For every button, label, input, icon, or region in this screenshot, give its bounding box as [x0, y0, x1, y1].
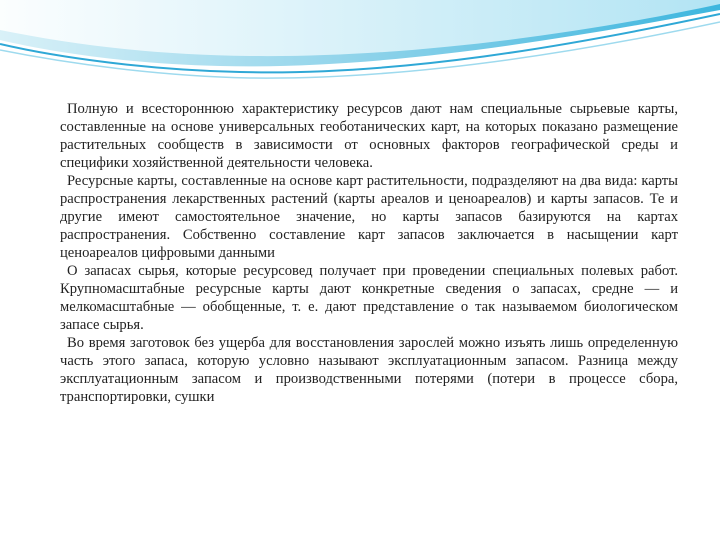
paragraph-4: Во время заготовок без ущерба для восстановления зарослей можно изъять лишь определенную часть этого запаса, которую условно называют эксплуатационным запасом. Разница между эксплуатационным запасом и производственными потерями (потери в процессе сбора, транспортировки, сушки	[60, 335, 678, 405]
body-text	[60, 100, 678, 406]
paragraph-1: Полную и всестороннюю характеристику ресурсов дают нам специальные сырьевые карты, составленные на основе универсальных геоботанических карт, на которых показано размещение растительных сообществ в зависимости от основных факторов географической среды и специфики хозяйственной деятельности человека.	[60, 101, 678, 171]
paragraph-2: Ресурсные карты, составленные на основе карт растительности, подразделяют на два вида: карты распространения лекарственных растений (карты ареалов и ценоареалов) и карты запасов. Те и другие имеют самостоятельное значение, но карты запасов базируются на картах распространения. Собственно составление карт запасов заключается в насыщении карт ценоареалов цифровыми данными	[60, 173, 678, 261]
paragraph-3: О запасах сырья, которые ресурсовед получает при проведении специальных полевых работ. Крупномасштабные ресурсные карты дают конкретные сведения о запасах, средне — и мелкомасштабные — обобщенные, т. е. дают представление о так называемом биологическом запасе сырья.	[60, 263, 678, 333]
header-wave-decoration	[0, 0, 720, 80]
